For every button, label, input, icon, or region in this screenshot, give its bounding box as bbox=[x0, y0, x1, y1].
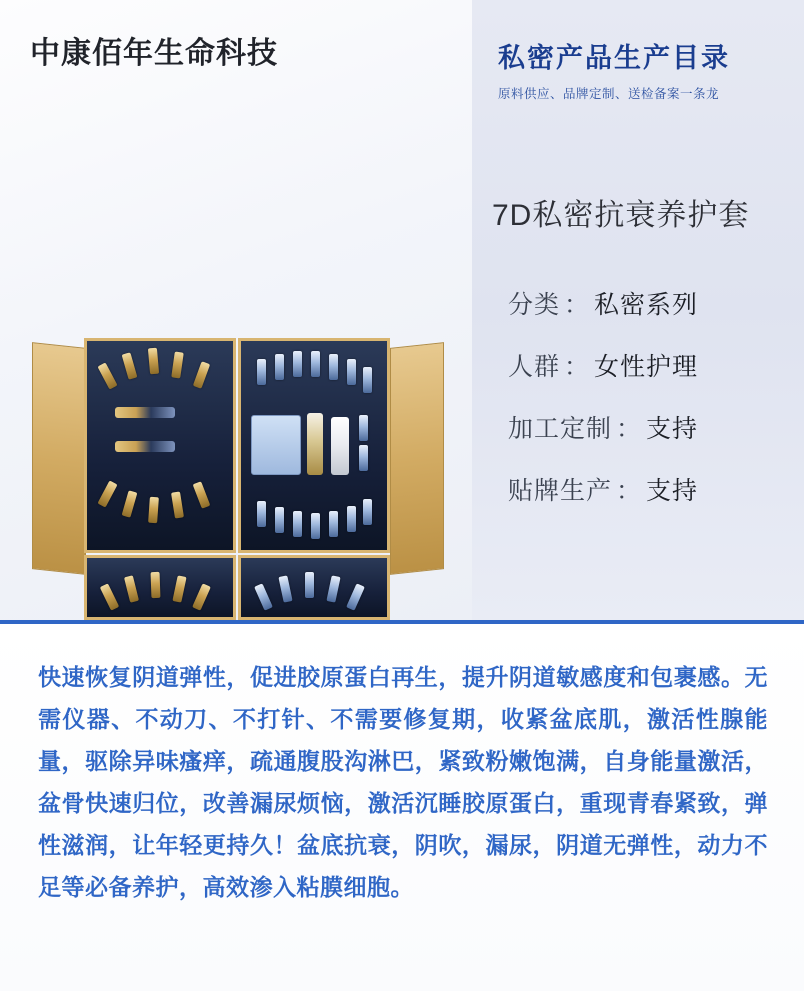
spec-value: 支持 bbox=[646, 477, 699, 505]
spec-colon: ： bbox=[564, 353, 591, 381]
case-panel-bottom-left bbox=[84, 555, 236, 620]
spec-list bbox=[508, 285, 804, 533]
catalog-subtitle: 原料供应、品牌定制、送检备案一条龙 bbox=[498, 87, 720, 101]
spec-colon: ： bbox=[616, 477, 643, 505]
spec-colon: ： bbox=[616, 415, 643, 443]
spec-label: 分类 bbox=[508, 291, 561, 319]
case-panel-top-left bbox=[84, 338, 236, 553]
case-wing-left bbox=[32, 342, 86, 575]
spec-label: 加工定制 bbox=[508, 415, 613, 443]
spec-row-custom-processing bbox=[508, 409, 804, 445]
spec-row-audience bbox=[508, 347, 804, 383]
case-panel-bottom-right bbox=[238, 555, 390, 620]
page-title: 7D私密抗衰养护套 bbox=[492, 199, 750, 232]
case-wing-right bbox=[390, 342, 444, 575]
brand-title: 中康佰年生命科技 bbox=[30, 37, 278, 70]
spec-label: 人群 bbox=[508, 353, 561, 381]
spec-value: 支持 bbox=[646, 415, 699, 443]
description-text: 快速恢复阴道弹性，促进胶原蛋白再生，提升阴道敏感度和包裹感。无需仪器、不动刀、不打针、不需要修复期，收紧盆底肌，激活性腺能量，驱除异味瘙痒，疏通腹股沟淋巴，紧致粉嫩饱满，自身能量激活，盆骨快速归位，改善漏尿烦恼，激活沉睡胶原蛋白，重现青春紧致，弹性滋润，让年轻更持久！盆底抗衰，阴吹，漏尿，阴道无弹性，动力不足等必备养护，高效渗入粘膜细胞。 bbox=[38, 664, 768, 900]
inner-tray bbox=[251, 415, 301, 475]
product-photo bbox=[32, 330, 442, 620]
spec-colon: ： bbox=[564, 291, 591, 319]
spec-row-oem bbox=[508, 471, 804, 507]
catalog-header bbox=[472, 36, 804, 102]
catalog-title: 私密产品生产目录 bbox=[498, 43, 730, 73]
spec-value: 女性护理 bbox=[594, 353, 699, 381]
case-panel-top-right bbox=[238, 338, 390, 553]
spec-value: 私密系列 bbox=[594, 291, 699, 319]
spec-label: 贴牌生产 bbox=[508, 477, 613, 505]
product-info-panel bbox=[472, 0, 804, 620]
product-image-panel bbox=[0, 0, 472, 620]
spec-row-category bbox=[508, 285, 804, 321]
description-section bbox=[0, 620, 804, 991]
